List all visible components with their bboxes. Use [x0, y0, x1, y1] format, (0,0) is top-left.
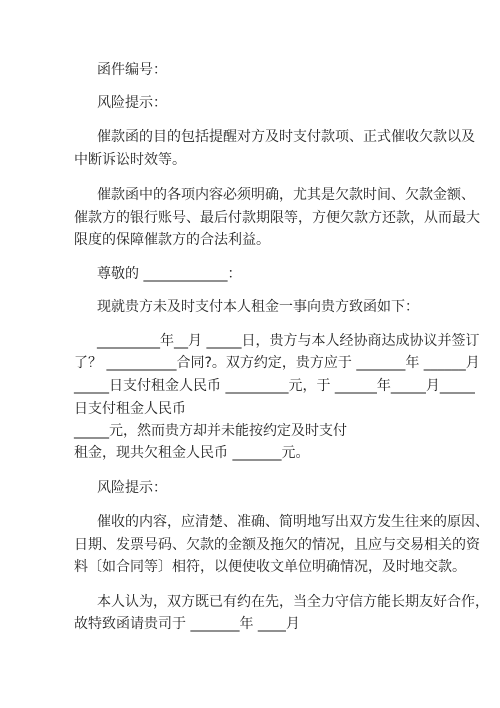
collection-paragraph-line: 日期、发票号码、欠款的金额及拖欠的情况，且应与交易相关的资	[74, 537, 480, 553]
closing-paragraph-line: 本人认为，双方既已有约在先，当全力守信方能长期友好合作，	[97, 594, 489, 610]
closing-paragraph-line: 故特致函请贵司于 _______年 ____月	[74, 616, 300, 632]
content-paragraph-line: 催款方的银行账号、最后付款期限等，方便欠款方还款，从而最大	[74, 210, 480, 226]
purpose-paragraph-line: 中断诉讼时效等。	[74, 152, 186, 168]
intro-line: 现就贵方未及时支付本人租金一事向贵方致函如下：	[97, 299, 419, 315]
salutation: 尊敬的 ____________：	[97, 266, 242, 282]
body-paragraph-line: _____元，然而贵方却并未能按约定及时支付	[74, 423, 347, 439]
letter-number-label: 函件编号：	[97, 62, 167, 78]
risk-notice-label: 风险提示：	[97, 480, 167, 496]
collection-paragraph-line: 料〔如合同等〕相符，以便使收文单位明确情况，及时地交款。	[74, 559, 466, 575]
body-paragraph-line: _____日支付租金人民币 _________元，于 ______年_____月_____	[74, 378, 475, 394]
risk-notice-label: 风险提示：	[97, 95, 167, 111]
body-paragraph-line: 了？ __________合同?。双方约定，贵方应于 _______年 ______月	[74, 355, 480, 371]
body-paragraph-line: _________年__月 _____日，贵方与本人经协商达成协议并签订	[97, 333, 480, 349]
body-paragraph-line: 租金，现共欠租金人民币 _______元。	[74, 445, 310, 461]
collection-paragraph-line: 催收的内容，应清楚、准确、简明地写出双方发生往来的原因、	[97, 514, 489, 530]
content-paragraph-line: 限度的保障催款方的合法利益。	[74, 232, 270, 248]
body-paragraph-line: 日支付租金人民币	[74, 401, 186, 417]
purpose-paragraph-line: 催款函的目的包括提醒对方及时支付款项、正式催收欠款以及	[97, 129, 475, 145]
content-paragraph-line: 催款函中的各项内容必须明确，尤其是欠款时间、欠款金额、	[97, 187, 475, 203]
